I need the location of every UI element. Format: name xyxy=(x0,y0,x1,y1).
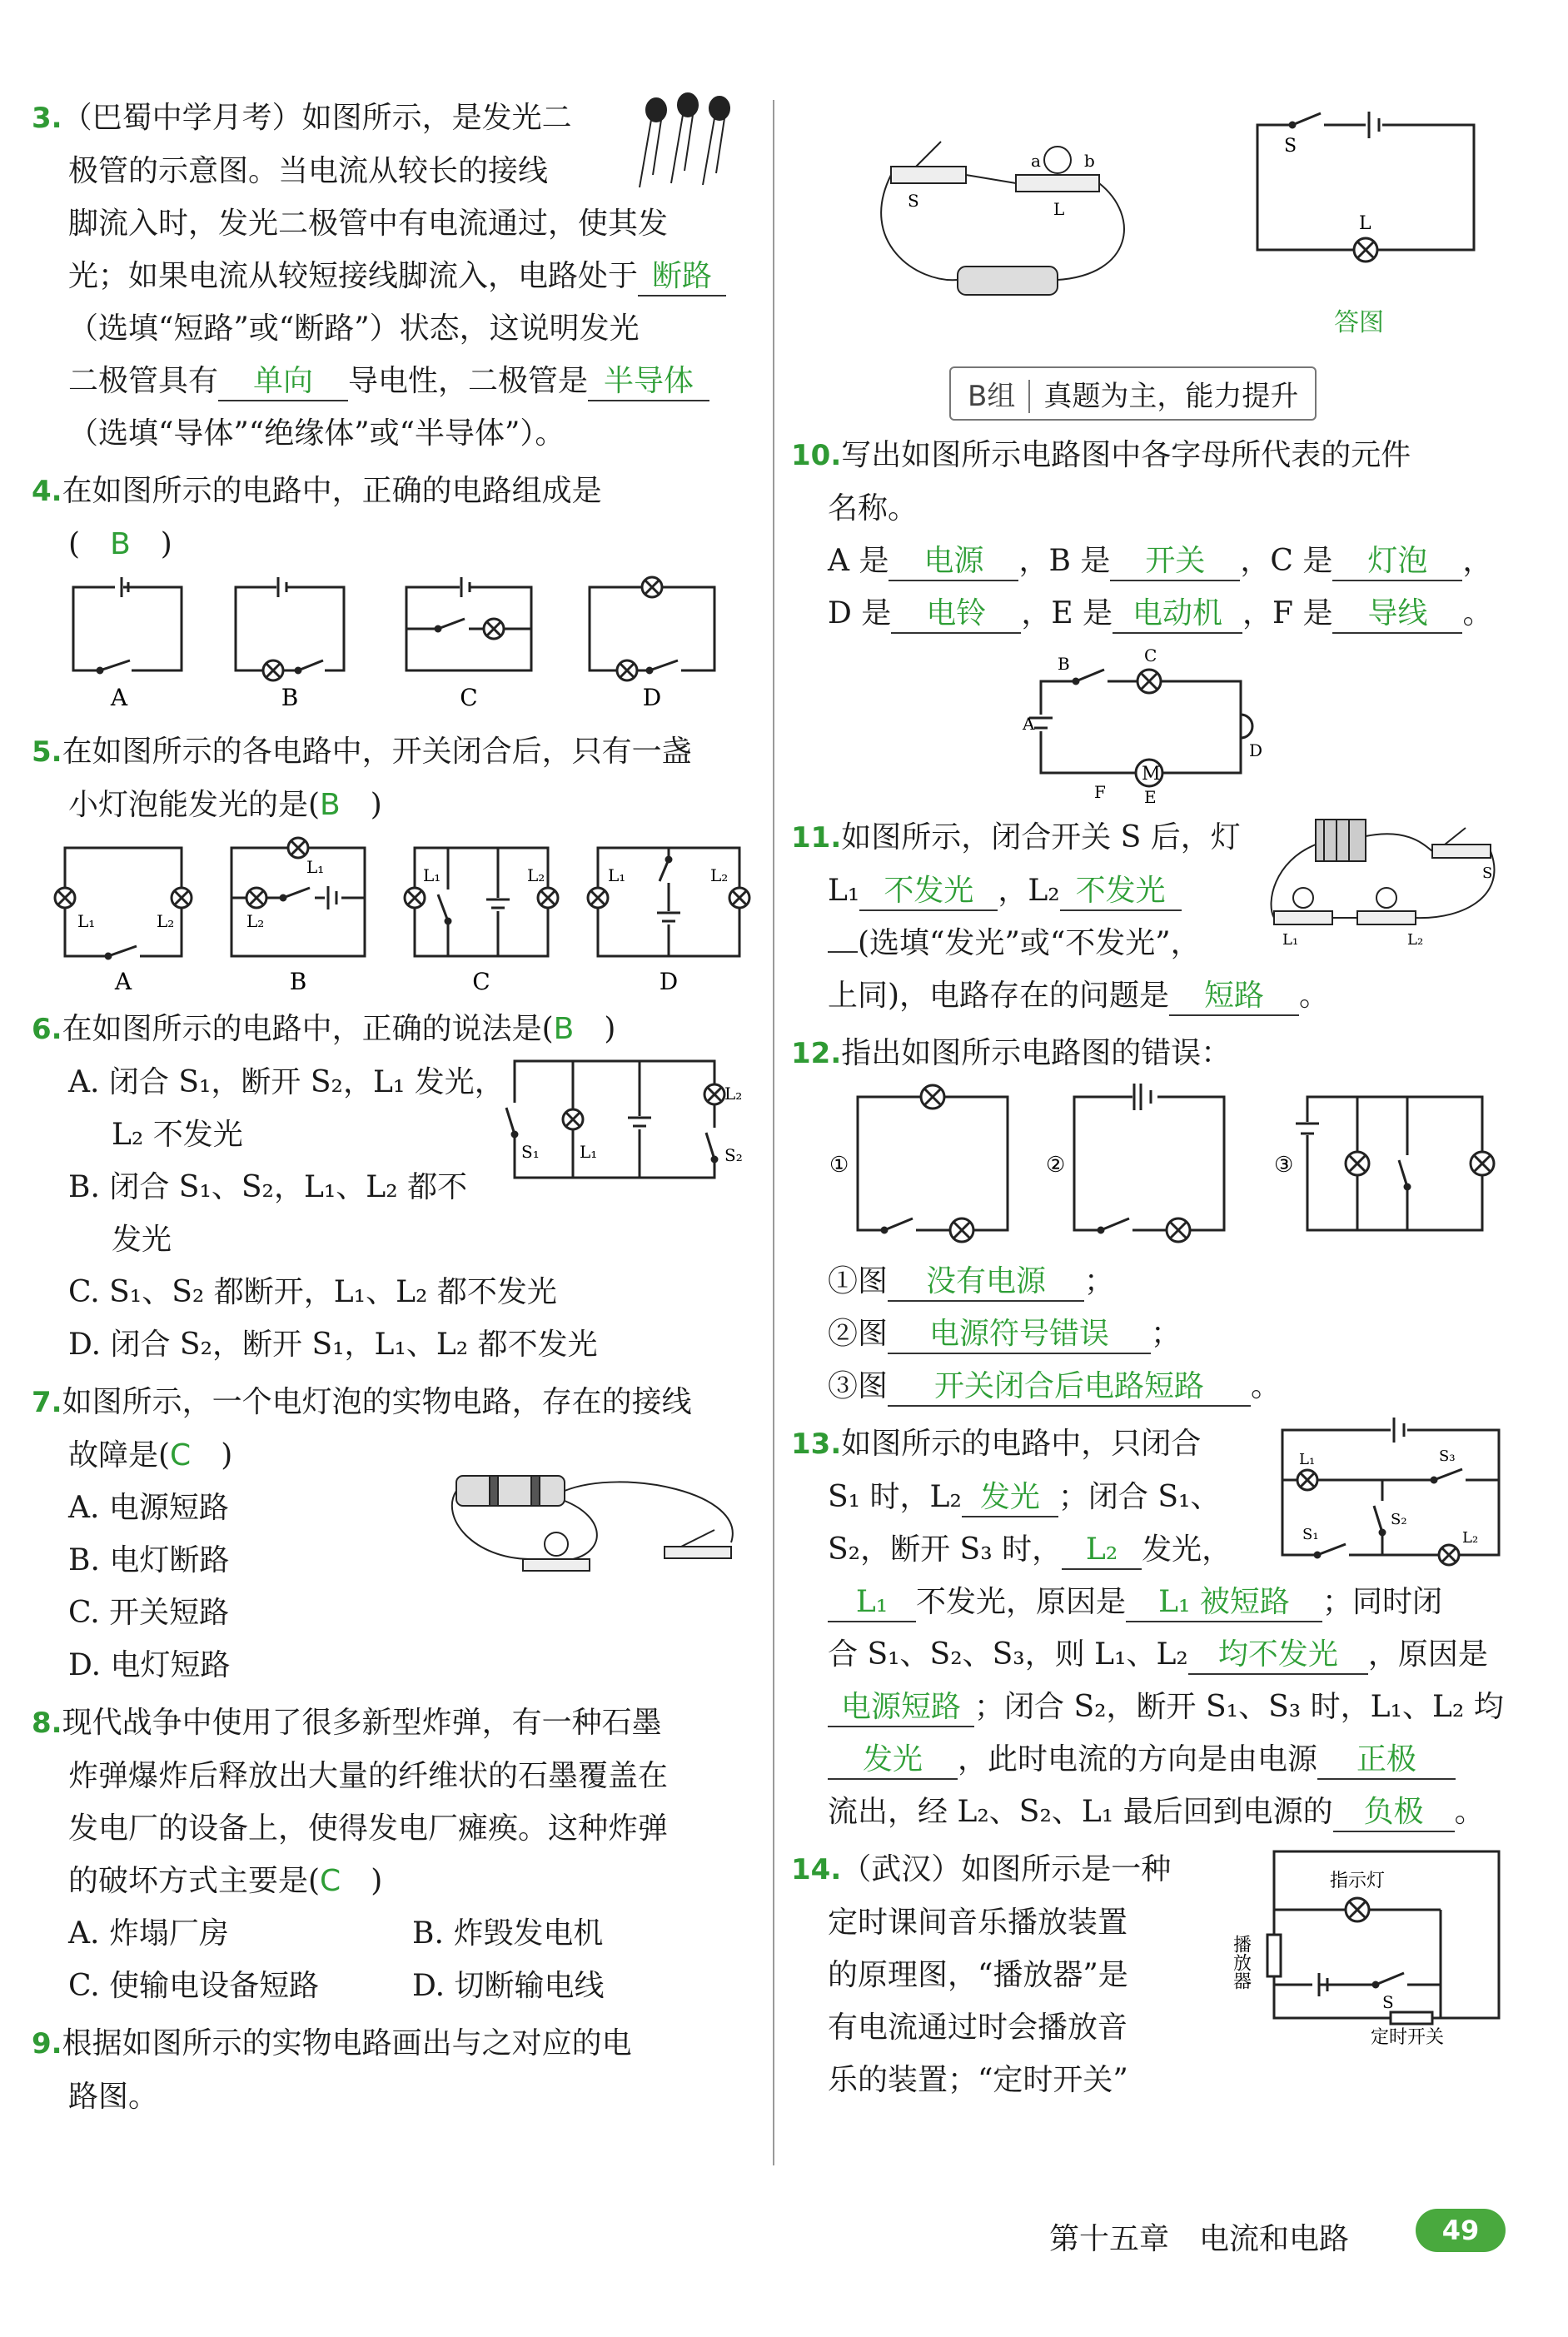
question-number: 6. xyxy=(32,1013,62,1046)
text: 在如图所示的电路中，正确的电路组成是 xyxy=(62,474,602,508)
svg-text:L₁: L₁ xyxy=(1299,1451,1316,1468)
option-a-cont: L₂ 不发光 xyxy=(112,1118,243,1152)
text: 二极管具有 xyxy=(68,364,219,398)
fig-label: A xyxy=(110,684,128,711)
question-5 xyxy=(32,725,756,998)
option-d: D. 电灯短路 xyxy=(68,1648,231,1682)
svg-text:F: F xyxy=(1094,782,1106,802)
question-4 xyxy=(32,465,756,720)
question-14 xyxy=(791,1843,1532,2106)
question-number: 8. xyxy=(32,1707,62,1740)
svg-text:L₂: L₂ xyxy=(1462,1529,1479,1547)
question-3 xyxy=(32,92,756,460)
text: 导电性，二极管是 xyxy=(348,364,589,398)
paren: ) xyxy=(221,1438,233,1472)
right-column xyxy=(791,83,1532,2111)
text: ； xyxy=(1084,1264,1115,1298)
text: ，E 是 xyxy=(1021,596,1113,630)
fig-label: 播放器 xyxy=(1230,1935,1252,1990)
q9-answer-circuit xyxy=(1241,100,1491,292)
svg-text:S: S xyxy=(1482,865,1493,882)
left-column xyxy=(32,92,756,2128)
answer-blank[interactable]: 负极 xyxy=(1333,1794,1455,1832)
question-number: 13. xyxy=(791,1428,842,1461)
svg-text:L₁: L₁ xyxy=(77,911,96,931)
svg-text:L₁: L₁ xyxy=(423,865,441,885)
q11-real-circuit xyxy=(1257,811,1507,953)
answer-blank[interactable]: 断路 xyxy=(638,258,726,296)
text: ①图 xyxy=(828,1264,889,1298)
text: （选填“导体”“绝缘体”或“半导体”）。 xyxy=(68,416,565,451)
svg-text:L₂: L₂ xyxy=(1407,931,1424,949)
answer-blank[interactable]: 均不发光 xyxy=(1188,1637,1368,1675)
q12-circuit-figures xyxy=(791,1080,1507,1255)
text: 路图。 xyxy=(68,2080,159,2114)
q7-real-circuit xyxy=(440,1467,756,1592)
question-12 xyxy=(791,1027,1532,1413)
text: 乐的装置；“定时开关” xyxy=(828,2063,1128,2097)
question-number: 11. xyxy=(791,821,842,855)
text: 极管的示意图。当电流从较长的接线 xyxy=(68,154,549,188)
question-number: 3. xyxy=(32,102,62,135)
q14-circuit-figure xyxy=(1230,1843,1507,2048)
fig-label: B xyxy=(281,684,299,711)
svg-text:L₁: L₁ xyxy=(580,1142,598,1162)
question-number: 5. xyxy=(32,735,62,769)
q5-circuit-figures xyxy=(32,831,748,998)
text: 光；如果电流从较短接线脚流入，电路处于 xyxy=(68,259,639,293)
svg-text:L₂: L₂ xyxy=(710,865,729,885)
answer-blank[interactable]: 短路 xyxy=(1169,978,1299,1016)
text: 上同)，电路存在的问题是 xyxy=(828,979,1170,1013)
text: ，此时电流的方向是由电源 xyxy=(958,1742,1318,1776)
text: 流出，经 L₂、S₂、L₁ 最后回到电源的 xyxy=(828,1795,1333,1829)
fig-label: A xyxy=(114,968,132,995)
answer-blank[interactable] xyxy=(828,951,858,953)
svg-text:S₁: S₁ xyxy=(1302,1526,1319,1543)
text: ②图 xyxy=(828,1317,889,1351)
text: 如图所示的电路中，只闭合 xyxy=(841,1427,1202,1461)
text: 发光， xyxy=(1142,1532,1232,1567)
answer-blank[interactable]: 开关 xyxy=(1110,543,1240,581)
fig-label: C xyxy=(472,968,490,995)
answer-blank[interactable]: 不发光 xyxy=(1060,873,1182,911)
answer-choice: B xyxy=(553,1012,575,1046)
text: 不发光，原因是 xyxy=(916,1585,1127,1619)
fig-label: D xyxy=(642,684,662,711)
text: 如图所示，闭合开关 S 后，灯 xyxy=(841,820,1241,855)
text: ； xyxy=(1151,1317,1182,1351)
q9-caption: 答图 xyxy=(1334,308,1384,337)
text: 发电厂的设备上，使得发电厂瘫痪。这种炸弹 xyxy=(68,1811,669,1846)
question-8 xyxy=(32,1697,756,2012)
text: 。 xyxy=(1454,1795,1485,1829)
svg-text:b: b xyxy=(1084,151,1095,171)
answer-blank[interactable]: 没有电源 xyxy=(888,1263,1084,1302)
text: S₂，断开 S₃ 时， xyxy=(828,1532,1063,1567)
answer-blank[interactable]: 不发光 xyxy=(859,873,998,911)
paren: ( xyxy=(68,527,81,561)
answer-blank[interactable]: 开关闭合后电路短路 xyxy=(888,1368,1251,1407)
text: ，F 是 xyxy=(1242,596,1333,630)
answer-choice: B xyxy=(320,788,341,822)
fig-marker: ③ xyxy=(1274,1153,1294,1178)
svg-text:L₁: L₁ xyxy=(306,857,325,877)
answer-blank[interactable]: 电源符号错误 xyxy=(888,1316,1151,1354)
q13-circuit-figure xyxy=(1266,1418,1516,1567)
svg-text:S₃: S₃ xyxy=(1439,1448,1456,1465)
answer-blank[interactable]: 单向 xyxy=(218,363,348,401)
text: 小灯泡能发光的是( xyxy=(68,788,321,822)
text: 的破坏方式主要是( xyxy=(68,1864,321,1898)
option-b-cont: 发光 xyxy=(112,1223,172,1257)
q6-circuit-figure xyxy=(506,1053,748,1203)
q9-figures xyxy=(791,83,1532,350)
question-11 xyxy=(791,811,1532,1022)
question-number: 9. xyxy=(32,2027,62,2060)
text: 炸弹爆炸后释放出大量的纤维状的石墨覆盖在 xyxy=(68,1759,669,1793)
option-a: A. 电源短路 xyxy=(68,1491,229,1525)
q4-circuit-figures xyxy=(32,571,748,720)
option-a: A. 炸塌厂房 xyxy=(68,1916,229,1951)
answer-blank[interactable]: L₁ 被短路 xyxy=(1126,1584,1322,1622)
text: ，原因是 xyxy=(1367,1637,1488,1672)
text: S₁ 时，L₂ xyxy=(828,1480,962,1514)
answer-choice: C xyxy=(320,1864,341,1898)
text: A 是 xyxy=(828,544,889,578)
text: ，L₂ xyxy=(998,874,1060,908)
question-7 xyxy=(32,1376,756,1692)
svg-text:L₁: L₁ xyxy=(608,865,626,885)
fig-marker: ② xyxy=(1046,1153,1066,1178)
answer-blank[interactable]: 电铃 xyxy=(891,595,1021,634)
option-d: D. 闭合 S₂，断开 S₁，L₁、L₂ 都不发光 xyxy=(68,1328,598,1362)
fig-label: 指示灯 xyxy=(1329,1871,1386,1891)
svg-text:L₂: L₂ xyxy=(724,1084,743,1104)
answer-blank[interactable]: 电动机 xyxy=(1113,595,1242,634)
text: （武汉）如图所示是一种 xyxy=(841,1852,1172,1886)
text: 的原理图，“播放器”是 xyxy=(828,1958,1128,1992)
option-c: C. 使输电设备短路 xyxy=(68,1969,320,2003)
text: ，C 是 xyxy=(1240,544,1333,578)
svg-text:L₁: L₁ xyxy=(1282,931,1299,949)
column-divider xyxy=(773,100,774,2165)
answer-choice: C xyxy=(170,1438,192,1472)
answer-blank[interactable]: L₁ xyxy=(828,1584,916,1622)
text: 。 xyxy=(1299,979,1330,1013)
text: 写出如图所示电路图中各字母所代表的元件 xyxy=(841,438,1411,472)
fig-label: S xyxy=(1382,1992,1394,2012)
answer-blank[interactable]: 正极 xyxy=(1317,1742,1456,1780)
text: 在如图所示的各电路中，开关闭合后，只有一盏 xyxy=(62,735,692,769)
svg-text:S₂: S₂ xyxy=(724,1145,743,1165)
text: 如图所示，一个电灯泡的实物电路，存在的接线 xyxy=(62,1385,692,1419)
svg-text:L₂: L₂ xyxy=(246,911,265,931)
question-9 xyxy=(32,2017,756,2123)
paren: ) xyxy=(371,1864,383,1898)
group-label: B组 xyxy=(968,380,1030,413)
svg-text:S: S xyxy=(908,191,919,211)
option-b: B. 闭合 S₁、S₂，L₁、L₂ 都不 xyxy=(68,1170,468,1204)
text: 根据如图所示的实物电路画出与之对应的电 xyxy=(62,2026,632,2060)
svg-text:E: E xyxy=(1144,787,1157,807)
svg-text:a: a xyxy=(1031,151,1041,171)
question-number: 7. xyxy=(32,1386,62,1419)
question-number: 4. xyxy=(32,475,62,508)
fig-label: D xyxy=(659,968,679,995)
text: （选填“短路”或“断路”）状态，这说明发光 xyxy=(68,311,640,346)
text: ；闭合 S₂，断开 S₁、S₃ 时，L₁、L₂ 均 xyxy=(974,1690,1504,1724)
answer-blank[interactable]: 发光 xyxy=(828,1742,958,1780)
svg-text:L₂: L₂ xyxy=(527,865,545,885)
question-6 xyxy=(32,1003,756,1371)
fig-marker: ① xyxy=(829,1153,849,1178)
option-c: C. 开关短路 xyxy=(68,1596,230,1630)
option-a: A. 闭合 S₁，断开 S₂，L₁ 发光， xyxy=(68,1065,505,1099)
paren: ) xyxy=(604,1012,616,1046)
option-b: B. 电灯断路 xyxy=(68,1543,230,1577)
svg-text:A: A xyxy=(1023,714,1035,734)
text: ， xyxy=(1462,544,1493,578)
text: 有电流通过时会播放音 xyxy=(828,2011,1128,2045)
question-10 xyxy=(791,429,1532,806)
question-number: 10. xyxy=(791,439,842,472)
page-number: 49 xyxy=(1416,2209,1506,2252)
text: 。 xyxy=(1251,1369,1282,1403)
q9-real-circuit xyxy=(866,117,1166,333)
text: ③图 xyxy=(828,1369,889,1403)
option-d: D. 切断输电线 xyxy=(412,1969,605,2003)
text: 合 S₁、S₂、S₃，则 L₁、L₂ xyxy=(828,1637,1188,1672)
text: ；同时闭 xyxy=(1322,1585,1443,1619)
answer-choice: B xyxy=(110,527,131,561)
option-b: B. 炸毁发电机 xyxy=(412,1916,604,1951)
svg-text:S₁: S₁ xyxy=(521,1142,540,1162)
question-13 xyxy=(791,1418,1532,1838)
text: 指出如图所示电路图的错误： xyxy=(841,1036,1232,1070)
text: L₁ xyxy=(828,874,860,908)
answer-blank[interactable]: 电源 xyxy=(889,543,1018,581)
svg-text:C: C xyxy=(1144,645,1157,665)
svg-text:S₂: S₂ xyxy=(1391,1511,1407,1528)
fig-label: B xyxy=(289,968,307,995)
chapter-footer: 第十五章 电流和电路 xyxy=(1049,2222,1350,2256)
svg-text:L₂: L₂ xyxy=(157,911,175,931)
text: D 是 xyxy=(828,596,892,630)
svg-text:L: L xyxy=(1053,199,1065,219)
fig-label: 定时开关 xyxy=(1370,2027,1445,2048)
answer-blank[interactable]: 电源短路 xyxy=(828,1689,974,1727)
text: ；闭合 S₁、 xyxy=(1058,1480,1221,1514)
q10-circuit-figure xyxy=(791,640,1507,806)
question-number: 12. xyxy=(791,1037,842,1070)
text: 定时课间音乐播放装置 xyxy=(828,1906,1128,1940)
svg-text:B: B xyxy=(1058,654,1070,674)
text: 脚流入时，发光二极管中有电流通过，使其发 xyxy=(68,207,669,241)
answer-blank[interactable]: L₂ xyxy=(1062,1532,1142,1570)
answer-blank[interactable]: 半导体 xyxy=(588,363,709,401)
answer-blank[interactable]: 导线 xyxy=(1332,595,1462,634)
led-illustration xyxy=(631,92,748,200)
fig-label: C xyxy=(460,684,478,711)
svg-text:M: M xyxy=(1142,764,1161,785)
paren: ) xyxy=(160,527,172,561)
group-title: 真题为主，能力提升 xyxy=(1043,380,1299,413)
answer-blank[interactable]: 灯泡 xyxy=(1332,543,1462,581)
option-c: C. S₁、S₂ 都断开，L₁、L₂ 都不发光 xyxy=(68,1275,557,1309)
svg-text:L: L xyxy=(1359,213,1371,234)
text: 故障是( xyxy=(68,1438,171,1472)
question-number: 14. xyxy=(791,1853,842,1886)
answer-blank[interactable]: 发光 xyxy=(962,1479,1058,1517)
text: (选填“发光”或“不发光”， xyxy=(858,926,1201,960)
svg-text:D: D xyxy=(1249,740,1263,760)
text: 现代战争中使用了很多新型炸弹，有一种石墨 xyxy=(62,1706,662,1740)
text: 名称。 xyxy=(828,491,918,526)
text: 。 xyxy=(1462,596,1493,630)
section-banner xyxy=(791,366,1532,421)
text: （巴蜀中学月考）如图所示，是发光二 xyxy=(62,101,572,135)
svg-text:S: S xyxy=(1284,136,1297,157)
paren: ) xyxy=(370,788,382,822)
text: 在如图所示的电路中，正确的说法是( xyxy=(62,1012,554,1046)
text: ，B 是 xyxy=(1018,544,1111,578)
